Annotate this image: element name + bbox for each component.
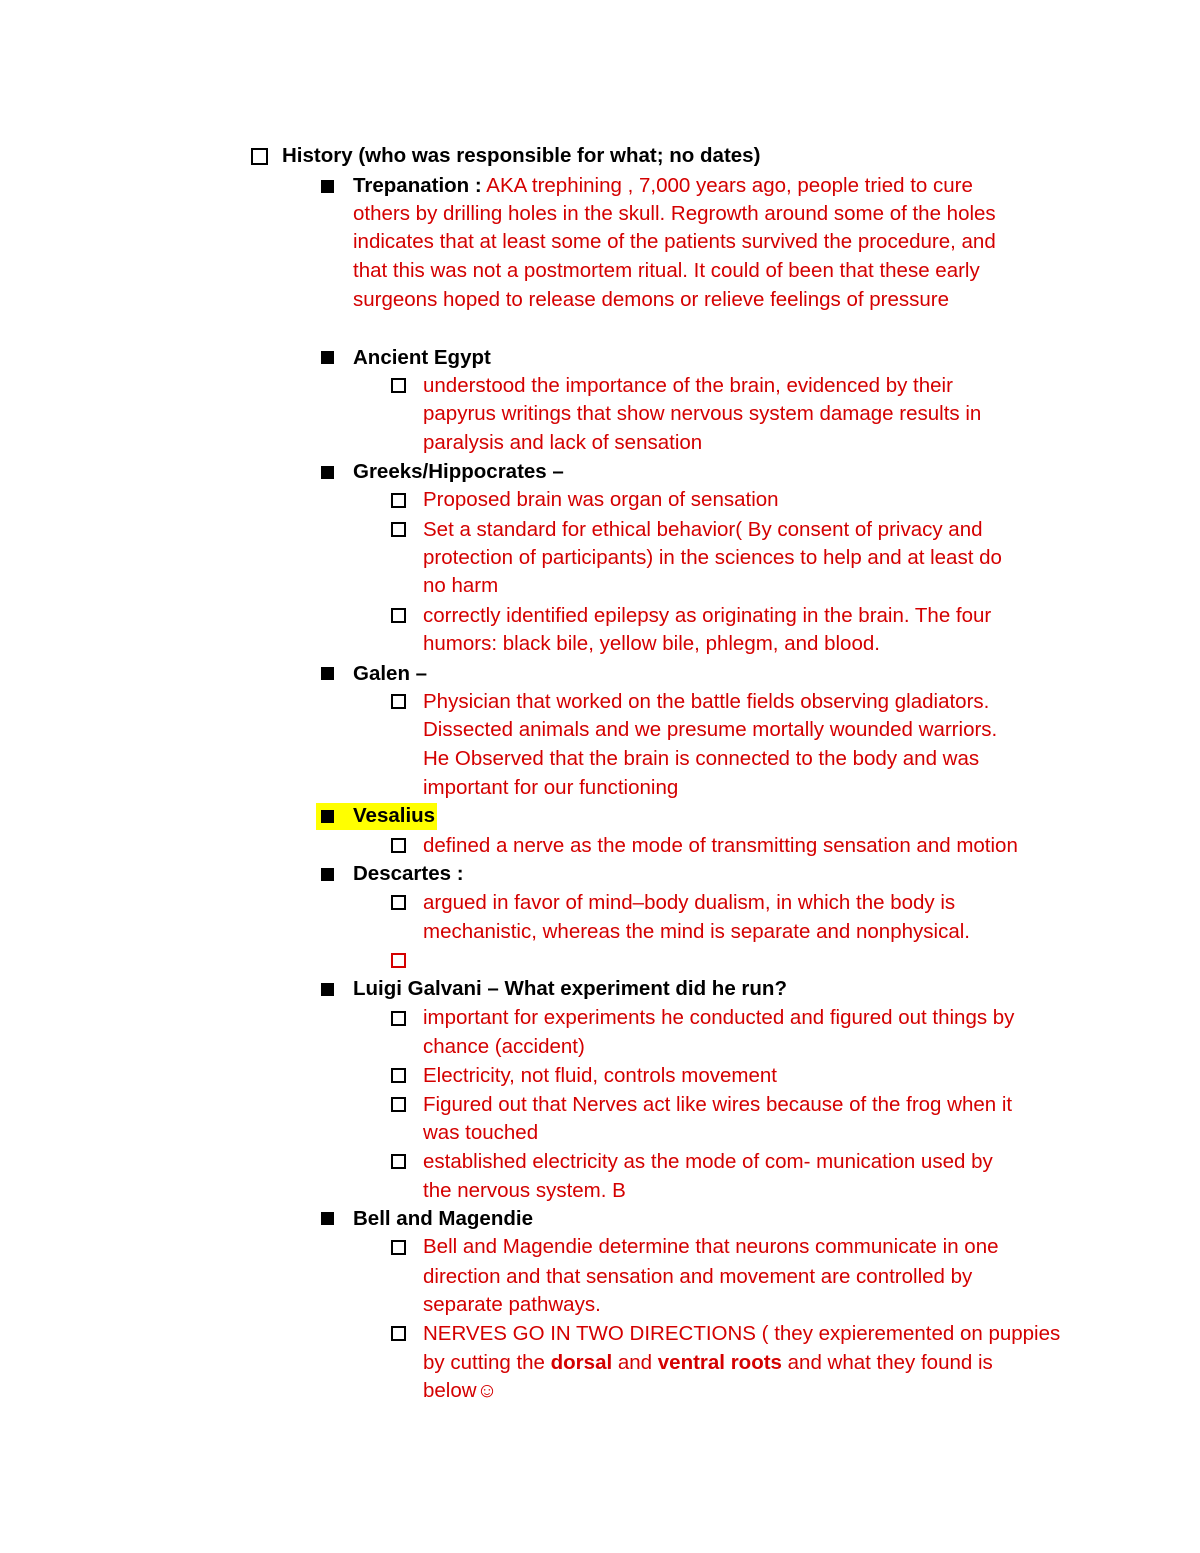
egypt-item-1-line-2: papyrus writings that show nervous system damage results in — [423, 402, 982, 425]
trepanation-line-1 — [353, 172, 973, 200]
checkbox-icon — [391, 522, 406, 537]
greeks-item-3-line-1: correctly identified epilepsy as originating in the brain. The four — [423, 604, 992, 627]
square-bullet-icon — [321, 1212, 334, 1225]
checkbox-icon — [391, 838, 406, 853]
bell-item-2-bold-ventral: ventral roots — [657, 1351, 782, 1374]
square-bullet-icon — [321, 983, 334, 996]
galvani-label: Luigi Galvani – What experiment did he run? — [353, 977, 787, 1000]
vesalius-item-1-line-1: defined a nerve as the mode of transmitting sensation and motion — [423, 834, 1018, 857]
section-heading: History (who was responsible for what; no dates) — [282, 144, 761, 167]
square-bullet-icon — [321, 667, 334, 680]
square-bullet-icon — [321, 351, 334, 364]
egypt-label: Ancient Egypt — [353, 346, 491, 369]
checkbox-icon — [391, 608, 406, 623]
bell-item-1-line-1: Bell and Magendie determine that neurons communicate in one — [423, 1235, 999, 1258]
greeks-item-2-line-1: Set a standard for ethical behavior( By consent of privacy and — [423, 518, 983, 541]
galen-item-1-line-2: Dissected animals and we presume mortally wounded warriors. — [423, 718, 998, 741]
empty-checkbox-icon — [391, 953, 406, 968]
greeks-item-3-line-2: humors: black bile, yellow bile, phlegm, and blood. — [423, 632, 880, 655]
bell-item-2-line-3: below☺ — [423, 1379, 498, 1402]
bell-item-2-text-post: and what they found is — [781, 1351, 993, 1374]
checkbox-icon — [391, 378, 406, 393]
bell-item-2-text-mid: and — [612, 1351, 658, 1374]
checkbox-icon — [391, 493, 406, 508]
square-bullet-icon — [321, 466, 334, 479]
bell-item-2-text-pre: by cutting the — [423, 1351, 551, 1374]
checkbox-icon — [391, 1097, 406, 1112]
trepanation-line-3: indicates that at least some of the patients survived the procedure, and — [353, 230, 996, 253]
galvani-item-1-line-2: chance (accident) — [423, 1035, 585, 1058]
greeks-item-2-line-2: protection of participants) in the sciences to help and at least do — [423, 546, 1002, 569]
vesalius-label: Vesalius — [353, 804, 436, 827]
checkbox-icon — [391, 694, 406, 709]
checkbox-icon — [251, 148, 268, 165]
bell-label: Bell and Magendie — [353, 1207, 533, 1230]
bell-item-1-line-2: direction and that sensation and movement are controlled by — [423, 1265, 973, 1288]
greeks-item-1-line-1: Proposed brain was organ of sensation — [423, 488, 779, 511]
egypt-item-1-line-3: paralysis and lack of sensation — [423, 431, 703, 454]
descartes-item-1-line-2: mechanistic, whereas the mind is separate and nonphysical. — [423, 920, 970, 943]
trepanation-line-5: surgeons hoped to release demons or relieve feelings of pressure — [353, 288, 949, 311]
greeks-item-2-line-3: no harm — [423, 574, 499, 597]
square-bullet-icon — [321, 180, 334, 193]
bell-item-2-line-1: NERVES GO IN TWO DIRECTIONS ( they expieremented on puppies — [423, 1322, 1061, 1345]
trepanation-line-4: that this was not a postmortem ritual. It could of been that these early — [353, 259, 980, 282]
checkbox-icon — [391, 1011, 406, 1026]
bell-item-2-bold-dorsal: dorsal — [550, 1351, 613, 1374]
square-bullet-icon — [321, 810, 334, 823]
galvani-item-4-line-1: established electricity as the mode of com- munication used by — [423, 1150, 993, 1173]
bell-item-2-line-2 — [423, 1349, 993, 1377]
checkbox-icon — [391, 1326, 406, 1341]
checkbox-icon — [391, 1154, 406, 1169]
trepanation-text: AKA trephining , 7,000 years ago, people tried to cure — [481, 174, 973, 197]
checkbox-icon — [391, 895, 406, 910]
trepanation-line-2: others by drilling holes in the skull. Regrowth around some of the holes — [353, 202, 996, 225]
galen-item-1-line-3: He Observed that the brain is connected to the body and was — [423, 747, 980, 770]
descartes-item-1-line-1: argued in favor of mind–body dualism, in which the body is — [423, 891, 956, 914]
galen-item-1-line-1: Physician that worked on the battle fields observing gladiators. — [423, 690, 990, 713]
galvani-item-3-line-1: Figured out that Nerves act like wires because of the frog when it — [423, 1093, 1013, 1116]
square-bullet-icon — [321, 868, 334, 881]
galen-label: Galen – — [353, 662, 428, 685]
bell-item-1-line-3: separate pathways. — [423, 1293, 601, 1316]
galvani-item-3-line-2: was touched — [423, 1121, 539, 1144]
descartes-label: Descartes : — [353, 862, 464, 885]
trepanation-label: Trepanation : — [353, 174, 482, 197]
galvani-item-1-line-1: important for experiments he conducted and figured out things by — [423, 1006, 1015, 1029]
egypt-item-1-line-1: understood the importance of the brain, evidenced by their — [423, 374, 953, 397]
checkbox-icon — [391, 1240, 406, 1255]
galen-item-1-line-4: important for our functioning — [423, 776, 679, 799]
galvani-item-2-line-1: Electricity, not fluid, controls movement — [423, 1064, 777, 1087]
checkbox-icon — [391, 1068, 406, 1083]
galvani-item-4-line-2: the nervous system. B — [423, 1179, 626, 1202]
greeks-label: Greeks/Hippocrates – — [353, 460, 564, 483]
